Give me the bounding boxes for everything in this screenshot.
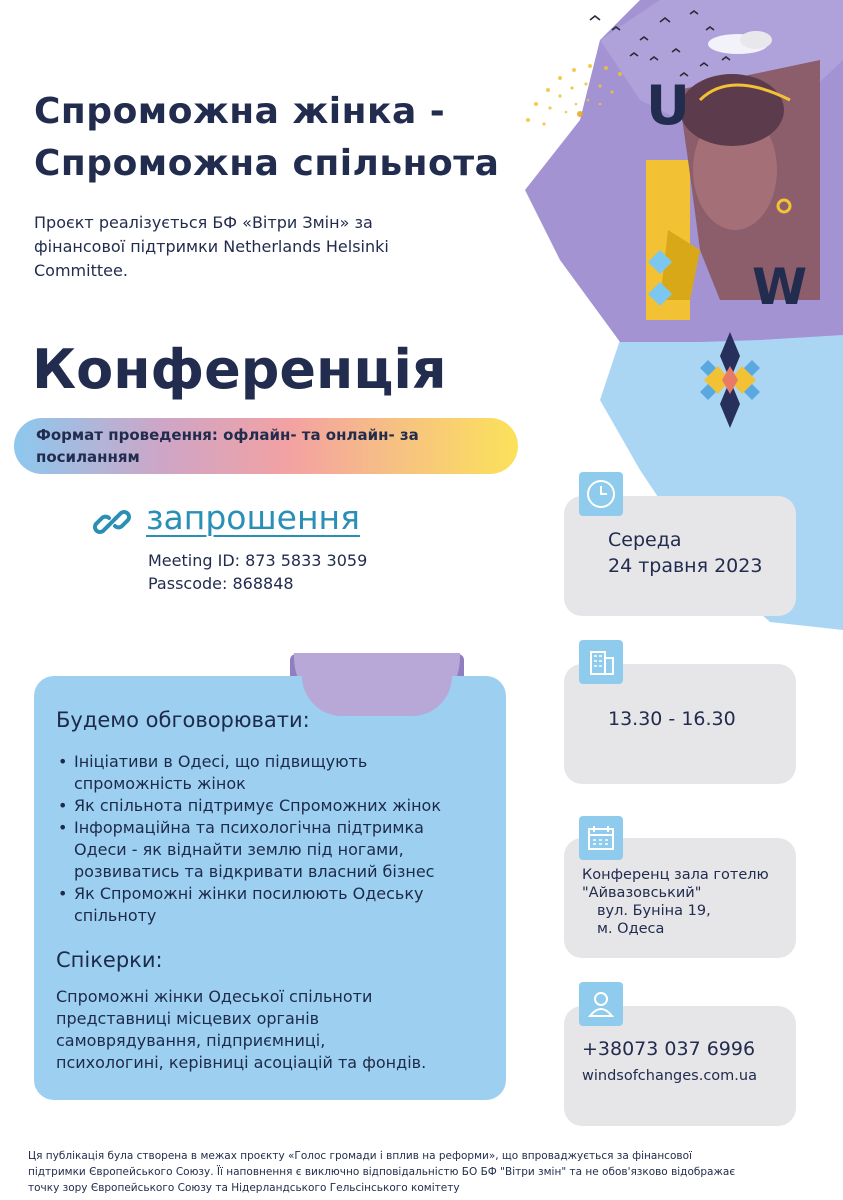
project-subtitle <box>34 211 534 283</box>
list-item: • Інформаційна та психологічна підтримка Одеси - як віднайти землю під ногами, розвиватись та відкривати власний бізнес <box>56 817 441 883</box>
calendar-icon <box>579 816 623 860</box>
footer-line-3: точку зору Європейського Союзу та Нідерландського Гельсінського комітету <box>28 1182 460 1194</box>
speakers-heading: Спікерки: <box>56 948 163 972</box>
format-line-1: Формат проведення: офлайн- та онлайн- за <box>36 426 419 444</box>
title-line-1: Спроможна жінка - <box>34 91 446 132</box>
discuss-list <box>56 751 441 927</box>
format-text <box>36 424 506 468</box>
speakers-line-3: самоврядування, підприємниці, <box>56 1031 326 1050</box>
speakers-line-4: психологині, керівниці асоціацій та фондів. <box>56 1053 427 1072</box>
subtitle-line-2: фінансової підтримки Netherlands Helsinki <box>34 237 389 256</box>
venue-line-1: Конференц зала готелю <box>582 867 769 883</box>
conference-heading: Конференція <box>32 338 447 401</box>
title-line-2: Спроможна спільнота <box>34 143 500 184</box>
speakers-text <box>56 986 426 1074</box>
speakers-line-2: представниці місцевих органів <box>56 1009 320 1028</box>
link-icon[interactable] <box>92 502 132 542</box>
contact-phone: +38073 037 6996 <box>582 1038 756 1060</box>
tab-front <box>302 676 452 716</box>
date-text <box>608 527 762 579</box>
time-text: 13.30 - 16.30 <box>608 708 736 730</box>
logo-letter-w: W <box>752 258 808 316</box>
discuss-heading: Будемо обговорювати: <box>56 708 310 732</box>
person-icon <box>579 982 623 1026</box>
meeting-id: Meeting ID: 873 5833 3059 <box>148 551 368 570</box>
invite-link[interactable]: запрошення <box>146 498 360 537</box>
meeting-passcode: Passcode: 868848 <box>148 574 294 593</box>
clock-icon <box>579 472 623 516</box>
building-icon <box>579 640 623 684</box>
page-title <box>34 86 499 190</box>
subtitle-line-3: Committee. <box>34 261 128 280</box>
speakers-line-1: Спроможні жінки Одеської спільноти <box>56 987 373 1006</box>
format-line-2: посиланням <box>36 448 140 466</box>
date-day: Середа <box>608 529 682 551</box>
venue-line-4: м. Одеса <box>597 921 665 937</box>
footer-line-1: Ця публікація була створена в межах проєкту «Голос громади і вплив на реформи», що впроваджується за фінансової <box>28 1150 692 1162</box>
list-item: • Ініціативи в Одесі, що підвищують спроможність жінок <box>56 751 441 795</box>
footer-disclaimer <box>28 1148 828 1196</box>
date-value: 24 травня 2023 <box>608 555 763 577</box>
subtitle-line-1: Проєкт реалізується БФ «Вітри Змін» за <box>34 213 373 232</box>
venue-text <box>582 866 769 938</box>
venue-line-2: "Айвазовський" <box>582 885 702 901</box>
logo-letter-u: U <box>646 74 690 137</box>
meeting-details <box>148 549 367 595</box>
contact-website: windsofchanges.com.ua <box>582 1068 757 1084</box>
list-item: • Як Спроможні жінки посилюють Одеську спільноту <box>56 883 441 927</box>
footer-line-2: підтримки Європейського Союзу. Її наповнення є виключно відповідальністю БО БФ "Вітри змін" та не обов'язково відображає <box>28 1166 736 1178</box>
list-item: • Як спільнота підтримує Спроможних жінок <box>56 795 441 817</box>
venue-line-3: вул. Буніна 19, <box>597 903 711 919</box>
